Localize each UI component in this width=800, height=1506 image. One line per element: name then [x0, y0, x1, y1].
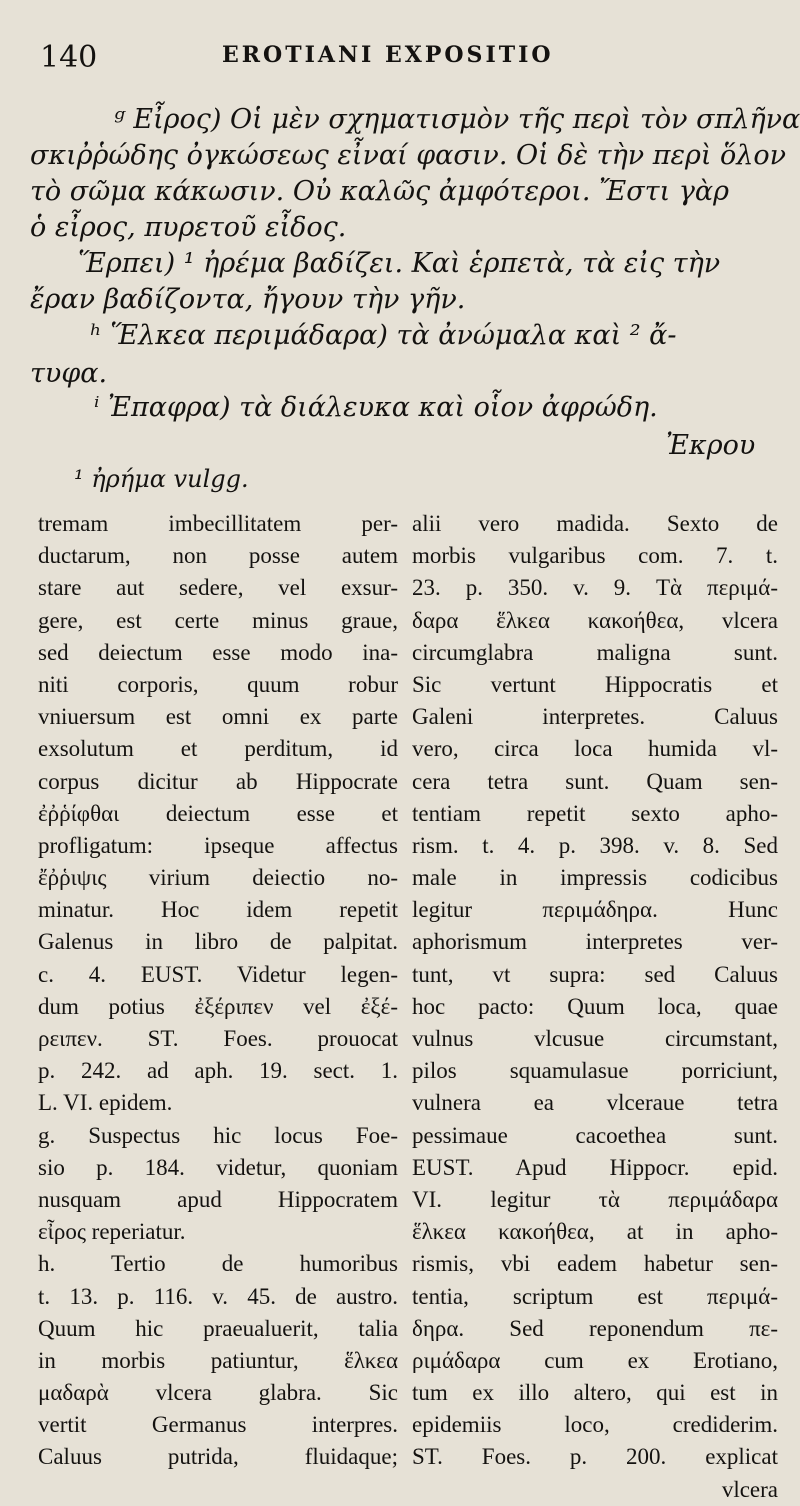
text-line: δαρα ἕλκεα κακοήθεα, vlcera — [412, 607, 778, 633]
text-line: t. 13. p. 116. v. 45. de austro. — [38, 1283, 398, 1309]
text-line: exsolutum et perditum, id — [38, 736, 398, 762]
text-line: aphorismum interpretes ver- — [412, 929, 778, 955]
greek-line: ᵍ Εἶρος) Οἱ μὲν σχηματισμὸν τῆς περὶ τὸν σπλῆνα — [114, 104, 800, 135]
text-line: c. 4. EUST. Videtur legen- — [38, 961, 398, 987]
text-line: epidemiis loco, crediderim. — [412, 1412, 778, 1438]
text-line: minatur. Hoc idem repetit — [38, 897, 398, 923]
greek-line: τὸ σῶμα κάκωσιν. Οὐ καλῶς ἀμφότεροι. Ἔστι γὰρ — [30, 176, 729, 207]
text-line: Caluus putrida, fluidaque; — [38, 1444, 398, 1470]
text-line: vulnera ea vlceraue tetra — [412, 1090, 778, 1116]
text-line: δηρα. Sed reponendum πε- — [412, 1315, 778, 1341]
page-header — [0, 30, 800, 80]
greek-line: ʰ Ἕλκεα περιμάδαρα) τὰ ἀνώμαλα καὶ ² ἄ- — [90, 320, 677, 351]
text-line: εἶρος reperiatur. — [38, 1219, 186, 1245]
text-line: tentia, scriptum est περιμά- — [412, 1283, 778, 1309]
text-line: pessimaue cacoethea sunt. — [412, 1122, 778, 1148]
text-line: vulnus vlcusue circumstant, — [412, 1026, 778, 1051]
text-line: corpus dicitur ab Hippocrate — [38, 768, 398, 794]
text-line: in morbis patiuntur, ἕλκεα — [38, 1347, 398, 1373]
text-line: niti corporis, quum robur — [38, 671, 398, 697]
text-line: EUST. Apud Hippocr. epid. — [412, 1154, 778, 1180]
text-line: vniuersum est omni ex parte — [38, 704, 398, 730]
greek-line: Ἕρπει) ¹ ἠρέμα βαδίζει. Καὶ ἑρπετὰ, τὰ εἰς τὴν — [78, 248, 721, 279]
text-line: μαδαρὰ vlcera glabra. Sic — [38, 1380, 398, 1406]
text-line: ἔῤῥιψις virium deiectio no- — [38, 865, 398, 891]
text-line: hoc pacto: Quum loca, quae — [412, 993, 778, 1019]
text-line: male in impressis codicibus — [412, 865, 778, 891]
text-line: ductarum, non posse autem — [38, 543, 398, 569]
greek-line: Ἐκρου — [666, 430, 756, 461]
text-line: rismis, vbi eadem habetur sen- — [412, 1251, 778, 1277]
text-line: Galeni interpretes. Caluus — [412, 704, 778, 730]
text-line: ἐῤῥίφθαι deiectum esse et — [38, 800, 398, 826]
text-line: ἕλκεα κακοήθεα, at in apho- — [412, 1219, 778, 1245]
text-line: 23. p. 350. v. 9. Τὰ περιμά- — [412, 575, 778, 601]
text-line: L. VI. epidem. — [38, 1090, 173, 1116]
text-line: pilos squamulasue porriciunt, — [412, 1058, 778, 1084]
text-line: dum potius ἐξέριπεν vel ἐξέ- — [38, 993, 398, 1019]
greek-line: ⁱ Ἐπαφρα) τὰ διάλευκα καὶ οἷον ἀφρώδη. — [94, 392, 658, 423]
text-line: h. Tertio de humoribus — [38, 1251, 398, 1277]
text-line: ριμάδαρα cum ex Erotiano, — [412, 1347, 778, 1373]
text-line: legitur περιμάδηρα. Hunc — [412, 897, 778, 923]
text-line: ρειπεν. ST. Foes. prouocat — [38, 1026, 398, 1051]
commentary-left-column — [38, 508, 398, 1474]
text-line: p. 242. ad aph. 19. sect. 1. — [38, 1058, 398, 1084]
text-line: gere, est certe minus graue, — [38, 607, 398, 633]
text-line: Sic vertunt Hippocratis et — [412, 671, 778, 697]
commentary-right-column — [412, 508, 778, 1506]
text-line: g. Suspectus hic locus Foe- — [38, 1122, 398, 1148]
text-line: tum ex illo altero, qui est in — [412, 1380, 778, 1406]
text-line: sio p. 184. videtur, quoniam — [38, 1154, 398, 1180]
page-number: 140 — [40, 40, 98, 75]
text-line: VI. legitur τὰ περιμάδαρα — [412, 1186, 778, 1212]
text-line: cera tetra sunt. Quam sen- — [412, 768, 778, 794]
greek-line: ὁ εἶρος, πυρετοῦ εἶδος. — [30, 212, 347, 243]
text-line: ST. Foes. p. 200. explicat — [412, 1444, 778, 1470]
text-line: Galenus in libro de palpitat. — [38, 929, 398, 955]
footnote: ¹ ἠρήμα vulgg. — [74, 465, 249, 493]
text-line: tentiam repetit sexto apho- — [412, 800, 778, 826]
greek-line: ἔραν βαδίζοντα, ἤγουν τὴν γῆν. — [30, 284, 466, 315]
text-line: Quum hic praeualuerit, talia — [38, 1315, 398, 1341]
text-line: vertit Germanus interpres. — [38, 1412, 398, 1438]
text-line: nusquam apud Hippocratem — [38, 1186, 398, 1212]
text-line: vero, circa loca humida vl- — [412, 736, 778, 762]
text-line: rism. t. 4. p. 398. v. 8. Sed — [412, 832, 778, 858]
text-line: alii vero madida. Sexto de — [412, 511, 778, 536]
text-line: circumglabra maligna sunt. — [412, 639, 778, 665]
text-line: morbis vulgaribus com. 7. t. — [412, 543, 778, 569]
running-title: EROTIANI EXPOSITIO — [222, 42, 554, 68]
text-line: sed deiectum esse modo ina- — [38, 639, 398, 665]
greek-line: τυφα. — [30, 358, 108, 389]
text-line: tunt, vt supra: sed Caluus — [412, 961, 778, 987]
text-line: profligatum: ipseque affectus — [38, 832, 398, 858]
greek-line: σκιῤῥώδης ὀγκώσεως εἶναί φασιν. Οἱ δὲ τὴν περὶ ὅλον — [30, 140, 787, 171]
text-line: vlcera — [721, 1476, 778, 1502]
text-line: stare aut sedere, vel exsur- — [38, 575, 398, 601]
text-line: tremam imbecillitatem per- — [38, 511, 398, 536]
